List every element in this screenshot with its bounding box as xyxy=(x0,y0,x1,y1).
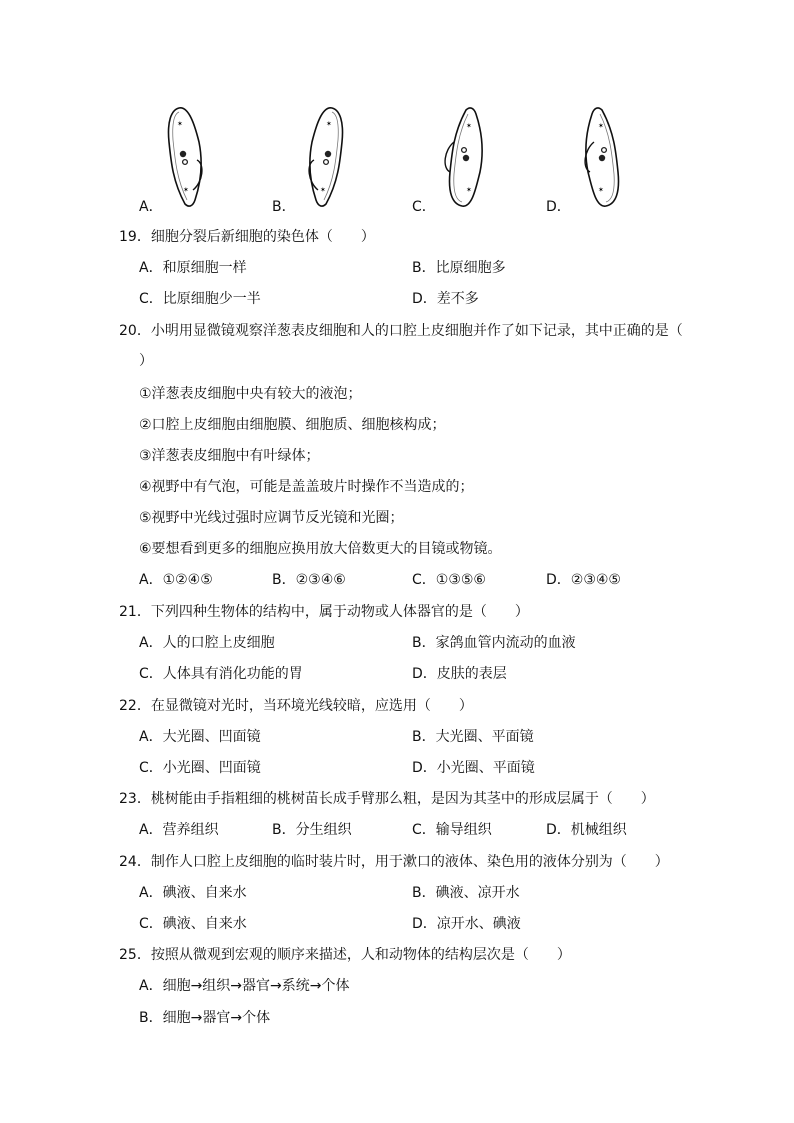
q19-option-b: B．比原细胞多 xyxy=(412,260,506,276)
paramecium-drawing-b xyxy=(294,102,354,214)
figure-option-a xyxy=(139,102,249,214)
q22-option-d: D．小光圈、平面镜 xyxy=(412,760,535,776)
question-24-stem: 24．制作人口腔上皮细胞的临时装片时，用于漱口的液体、染色用的液体分别为（ ） xyxy=(119,854,669,870)
figure-option-d xyxy=(546,102,656,214)
question-21-stem: 21．下列四种生物体的结构中，属于动物或人体器官的是（ ） xyxy=(119,604,529,620)
q21-option-c: C．人体具有消化功能的胃 xyxy=(139,666,303,682)
paramecium-drawing-d xyxy=(568,102,632,214)
q20-statement-5: ⑤视野中光线过强时应调节反光镜和光圈； xyxy=(139,510,404,526)
q20-statement-3: ③洋葱表皮细胞中有叶绿体； xyxy=(139,448,320,464)
q19-option-d: D．差不多 xyxy=(412,291,479,307)
q20-option-a: A．①②④⑤ xyxy=(139,572,213,588)
q24-option-a: A．碘液、自来水 xyxy=(139,885,247,901)
q21-option-b: B．家鸽血管内流动的血液 xyxy=(412,635,576,651)
q25-option-a: A．细胞→组织→器官→系统→个体 xyxy=(139,978,350,994)
question-20-stem: 20．小明用显微镜观察洋葱表皮细胞和人的口腔上皮细胞并作了如下记录，其中正确的是（ xyxy=(119,323,683,339)
svg-text:✶: ✶ xyxy=(466,122,472,130)
svg-text:✶: ✶ xyxy=(598,186,604,194)
svg-text:✶: ✶ xyxy=(326,120,332,128)
svg-text:✶: ✶ xyxy=(466,186,472,194)
question-19-stem: 19．细胞分裂后新细胞的染色体（ ） xyxy=(119,229,375,245)
q20-option-b: B．②③④⑥ xyxy=(272,572,346,588)
q23-option-c: C．输导组织 xyxy=(412,822,492,838)
svg-text:✶: ✶ xyxy=(177,120,183,128)
figure-option-label: C． xyxy=(412,199,436,215)
q20-option-c: C．①③⑤⑥ xyxy=(412,572,486,588)
q20-statement-4: ④视野中有气泡，可能是盖盖玻片时操作不当造成的； xyxy=(139,479,474,495)
svg-text:✶: ✶ xyxy=(598,122,604,130)
question-22-stem: 22．在显微镜对光时，当环境光线较暗，应选用（ ） xyxy=(119,698,473,714)
q25-option-b: B．细胞→器官→个体 xyxy=(139,1010,271,1026)
figure-option-label: A． xyxy=(139,199,163,215)
figure-options-row xyxy=(0,102,794,214)
q24-option-b: B．碘液、凉开水 xyxy=(412,885,520,901)
q19-option-a: A．和原细胞一样 xyxy=(139,260,247,276)
q22-option-b: B．大光圈、平面镜 xyxy=(412,729,534,745)
question-20-stem-continued: ） xyxy=(139,353,153,369)
q23-option-b: B．分生组织 xyxy=(272,822,352,838)
paramecium-drawing-a xyxy=(157,102,217,214)
figure-option-b xyxy=(272,102,382,214)
paramecium-drawing-c xyxy=(436,102,500,214)
question-23-stem: 23．桃树能由手指粗细的桃树苗长成手臂那么粗，是因为其茎中的形成层属于（ ） xyxy=(119,791,655,807)
q22-option-c: C．小光圈、凹面镜 xyxy=(139,760,261,776)
q20-statement-6: ⑥要想看到更多的细胞应换用放大倍数更大的目镜或物镜。 xyxy=(139,541,502,557)
q19-option-c: C．比原细胞少一半 xyxy=(139,291,261,307)
q24-option-c: C．碘液、自来水 xyxy=(139,916,247,932)
q24-option-d: D．凉开水、碘液 xyxy=(412,916,521,932)
q21-option-d: D．皮肤的表层 xyxy=(412,666,507,682)
svg-text:✶: ✶ xyxy=(320,186,326,194)
q20-option-d: D．②③④⑤ xyxy=(546,572,621,588)
q23-option-d: D．机械组织 xyxy=(546,822,627,838)
q20-statement-2: ②口腔上皮细胞由细胞膜、细胞质、细胞核构成； xyxy=(139,417,446,433)
figure-option-label: B． xyxy=(272,199,296,215)
svg-text:✶: ✶ xyxy=(183,186,189,194)
q21-option-a: A．人的口腔上皮细胞 xyxy=(139,635,275,651)
q22-option-a: A．大光圈、凹面镜 xyxy=(139,729,261,745)
question-25-stem: 25．按照从微观到宏观的顺序来描述，人和动物体的结构层次是（ ） xyxy=(119,947,571,963)
q20-statement-1: ①洋葱表皮细胞中央有较大的液泡； xyxy=(139,386,362,402)
figure-option-c xyxy=(412,102,522,214)
q23-option-a: A．营养组织 xyxy=(139,822,219,838)
figure-option-label: D． xyxy=(546,199,571,215)
